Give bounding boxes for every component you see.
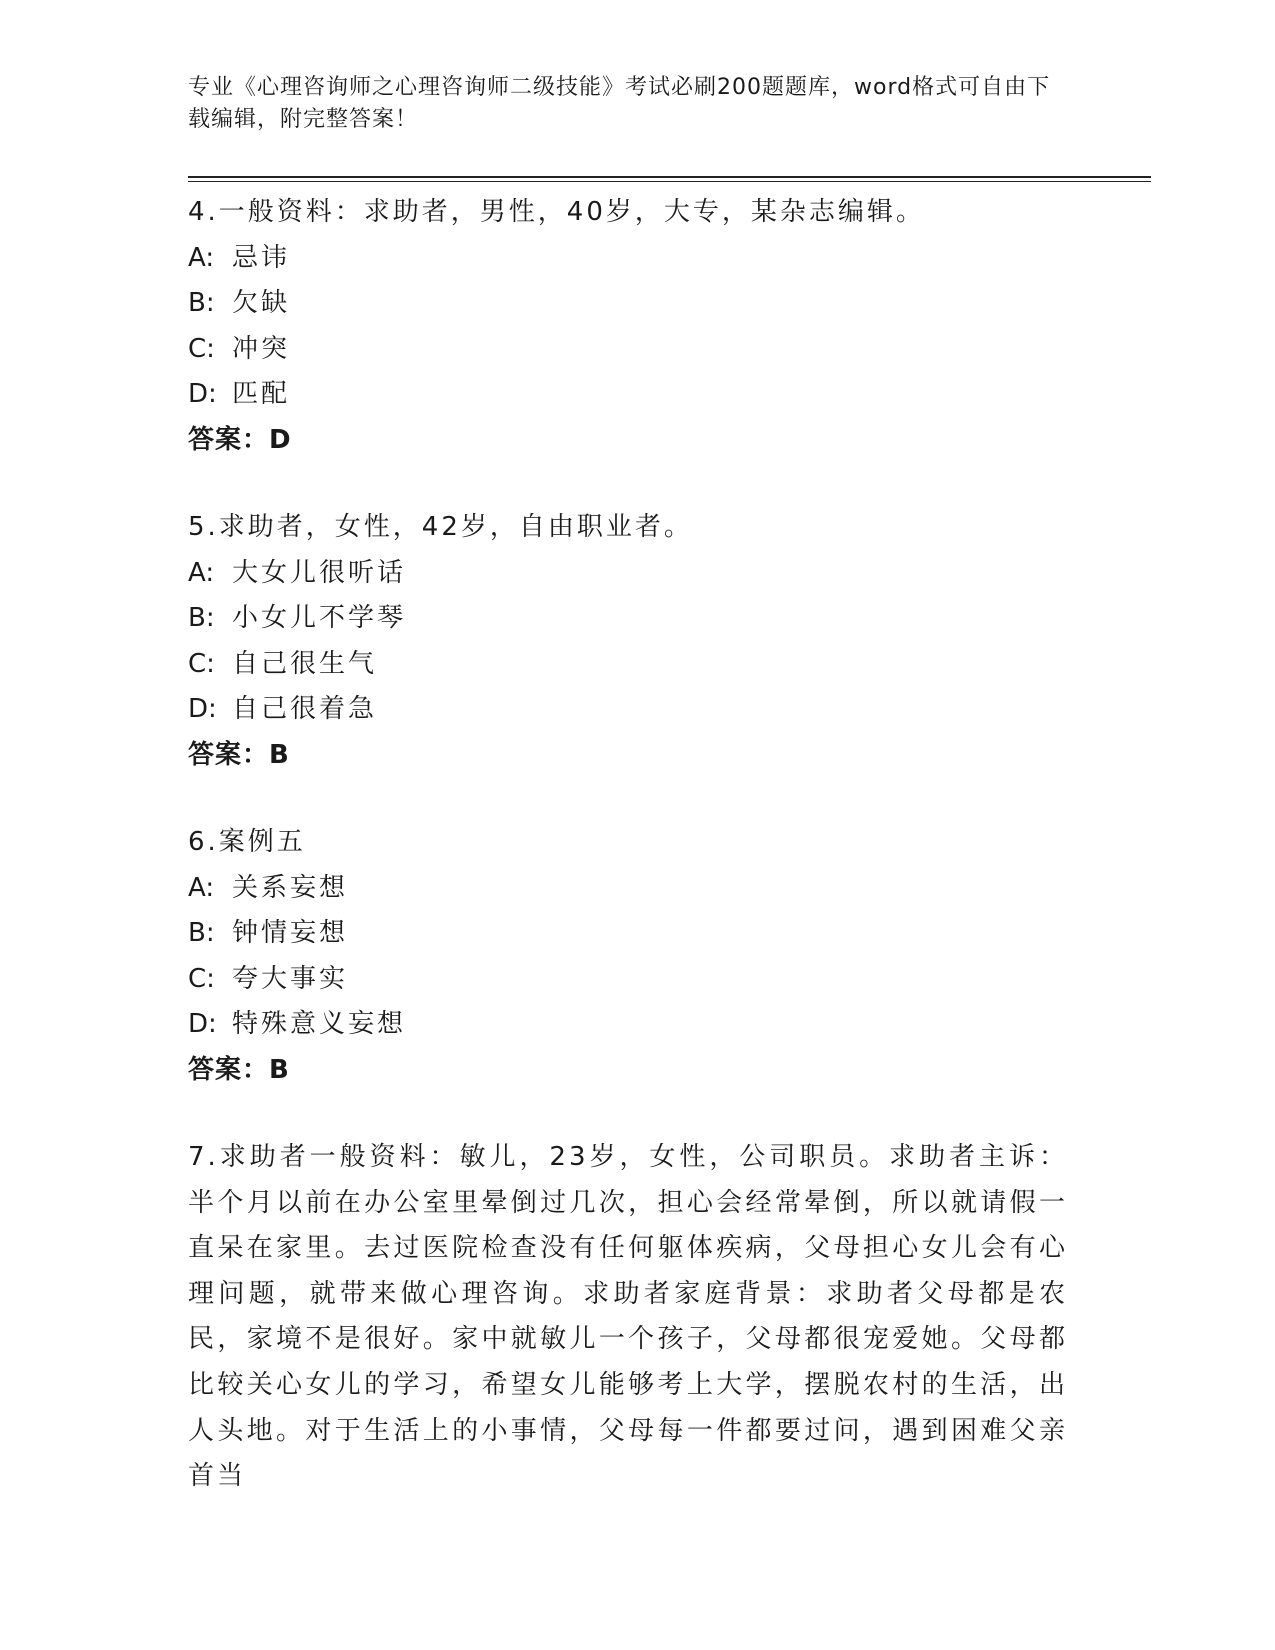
option-d: [188, 372, 1068, 418]
option-a: [188, 866, 1068, 912]
option-key: B:: [188, 603, 215, 633]
option-text: 冲突: [232, 333, 291, 364]
option-key: D:: [188, 694, 217, 724]
option-key: D:: [188, 379, 217, 409]
question-stem: 4.一般资料：求助者，男性，40岁，大专，某杂志编辑。: [188, 197, 925, 227]
option-text: 自己很着急: [232, 694, 378, 724]
option-key: C:: [188, 963, 215, 994]
option-c: [188, 642, 1068, 688]
question-item: [188, 820, 1068, 1093]
option-b: [188, 281, 1068, 327]
document-header: [188, 72, 1068, 136]
header-divider-thick: [188, 176, 1151, 178]
option-key: A:: [188, 557, 215, 588]
option-c: [188, 957, 1068, 1003]
option-a: [188, 551, 1068, 597]
question-list: [188, 190, 1068, 1542]
option-text: 匹配: [232, 379, 291, 409]
option-d: [188, 1002, 1068, 1048]
option-key: A:: [188, 242, 215, 273]
option-text: 钟情妄想: [232, 918, 349, 948]
option-text: 自己很生气: [232, 648, 378, 679]
option-key: C:: [188, 648, 215, 679]
answer-line: 答案：D: [188, 424, 292, 455]
option-text: 夸大事实: [232, 963, 349, 994]
question-item: [188, 505, 1068, 778]
question-item: [188, 1135, 1068, 1500]
question-stem: 5.求助者，女性，42岁，自由职业者。: [188, 512, 693, 542]
option-key: C:: [188, 333, 215, 364]
header-divider-thin: [188, 181, 1151, 182]
question-stem-long: 7.求助者一般资料：敏儿，23岁，女性，公司职员。求助者主诉：半个月以前在办公室里晕倒过几次，担心会经常晕倒，所以就请假一直呆在家里。去过医院检查没有任何躯体疾病，父母担心女儿会有心理问题，就带来做心理咨询。求助者家庭背景：求助者父母都是农民，家境不是很好。家中就敏儿一个孩子，父母都很宠爱她。父母都比较关心女儿的学习，希望女儿能够考上大学，摆脱农村的生活，出人头地。对于生活上的小事情，父母每一件都要过问，遇到困难父亲首当: [188, 1142, 1068, 1492]
option-text: 忌讳: [232, 242, 291, 273]
question-stem: 6.案例五: [188, 827, 306, 857]
option-text: 关系妄想: [232, 872, 349, 903]
header-intro-text: 专业《心理咨询师之心理咨询师二级技能》考试必刷200题题库，word格式可自由下载编辑，附完整答案！: [188, 75, 1051, 132]
option-b: [188, 596, 1068, 642]
option-key: D:: [188, 1009, 217, 1039]
option-text: 大女儿很听话: [232, 557, 407, 588]
option-c: [188, 327, 1068, 373]
answer-line: 答案：B: [188, 1054, 290, 1085]
option-key: A:: [188, 872, 215, 903]
option-key: B:: [188, 288, 215, 318]
option-text: 特殊意义妄想: [232, 1009, 407, 1039]
option-text: 欠缺: [232, 288, 291, 318]
option-key: B:: [188, 918, 215, 948]
option-text: 小女儿不学琴: [232, 603, 407, 633]
question-item: [188, 190, 1068, 463]
answer-line: 答案：B: [188, 739, 290, 770]
option-b: [188, 911, 1068, 957]
option-a: [188, 236, 1068, 282]
option-d: [188, 687, 1068, 733]
